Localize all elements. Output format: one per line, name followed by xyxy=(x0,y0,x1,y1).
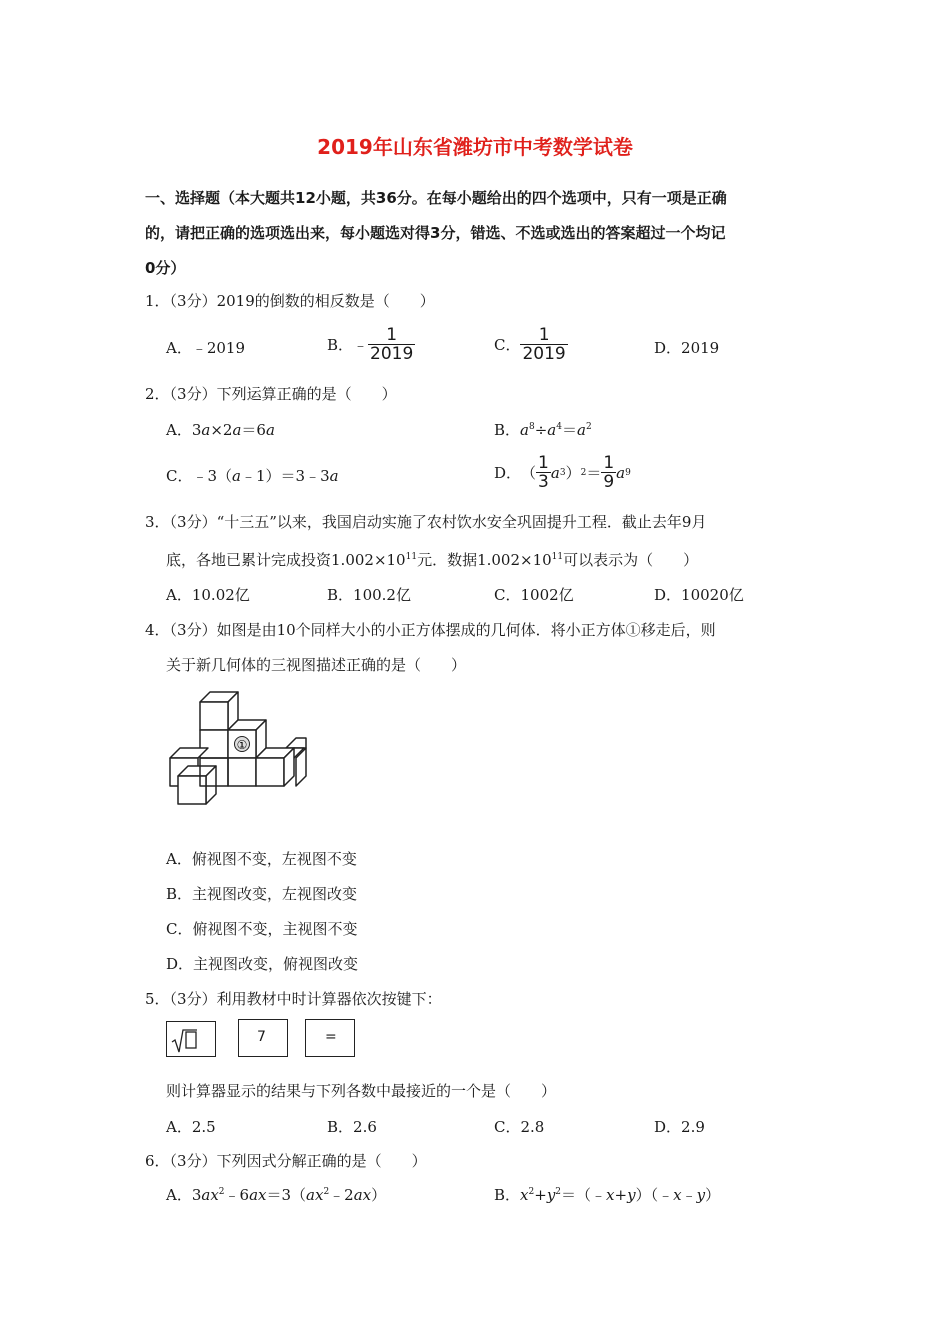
q5-option-c: C．2.8 xyxy=(494,1118,545,1136)
sqrt-icon xyxy=(167,1022,215,1056)
calculator-equals-key-label: = xyxy=(325,1029,337,1045)
q5-stem: 5．（3分）利用教材中时计算器依次按键下： xyxy=(145,990,442,1008)
q6-option-a xyxy=(166,1186,386,1204)
q1-option-b-numerator: 1 xyxy=(386,325,398,345)
cube-front-face xyxy=(228,758,256,786)
q1-option-c-numerator: 1 xyxy=(538,325,550,345)
q3-option-b: B．100.2亿 xyxy=(327,586,411,604)
q6-option-b xyxy=(494,1186,720,1204)
q1-option-a: A．﹣2019 xyxy=(166,339,246,357)
q2-option-d-label: D． xyxy=(494,463,522,482)
q1-option-c-fraction xyxy=(520,326,567,363)
q5-option-a: A．2.5 xyxy=(166,1118,216,1136)
calculator-seven-key xyxy=(238,1019,288,1057)
q2-option-a xyxy=(166,421,275,439)
calculator-sqrt-key xyxy=(166,1021,216,1057)
q3-option-c: C．1002亿 xyxy=(494,586,574,604)
q4-option-b: B．主视图改变，左视图改变 xyxy=(166,885,358,903)
q5-option-d: D．2.9 xyxy=(654,1118,705,1136)
section-header-line1: 一、选择题（本大题共12小题，共36分。在每小题给出的四个选项中，只有一项是正确 xyxy=(145,189,727,207)
q4-option-a: A．俯视图不变，左视图不变 xyxy=(166,850,357,868)
cube-front-face xyxy=(256,758,284,786)
page-title: 2019年山东省潍坊市中考数学试卷 xyxy=(317,135,633,159)
cube-stack-figure xyxy=(160,688,320,816)
q1-option-c-denominator: 2019 xyxy=(522,344,566,364)
cube-front-face xyxy=(200,702,228,730)
q3-stem-line2 xyxy=(166,551,698,569)
q1-option-b-denominator: 2019 xyxy=(370,344,414,364)
cube-front-face xyxy=(200,730,228,758)
calculator-equals-key xyxy=(305,1019,355,1057)
q2-option-a-render: 3a×2a＝6a xyxy=(191,421,275,439)
q3-stem-line1: 3．（3分）“十三五”以来，我国启动实施了农村饮水安全巩固提升工程．截止去年9月 xyxy=(145,513,707,531)
q2-option-d xyxy=(494,454,631,491)
q6-option-b-render: $x^2+y^2=(﹣x+y)(﹣x﹣y)$ xyxy=(520,1186,721,1204)
q4-option-d: D．主视图改变，俯视图改变 xyxy=(166,955,359,973)
q2-option-b-label: B． xyxy=(494,421,521,439)
q1-option-b-sign: ﹣ xyxy=(353,335,369,354)
q2-option-c-render: ﹣3（a﹣1）＝3﹣3a xyxy=(192,467,339,485)
q3-stem-line2-render: 底，各地已累计完成投资$1.002\times 10^{11}$元．数据$1.002\times 10^{11}$可以表示为（ ） xyxy=(166,551,699,569)
q1-option-b xyxy=(327,326,415,363)
q2-option-c xyxy=(166,467,339,485)
q6-option-b-label: B． xyxy=(494,1186,521,1204)
q4-option-c: C．俯视图不变，主视图不变 xyxy=(166,920,358,938)
q6-stem: 6．（3分）下列因式分解正确的是（ ） xyxy=(145,1152,427,1170)
q1-option-b-label: B． xyxy=(327,335,354,354)
q3-option-a: A．10.02亿 xyxy=(166,586,250,604)
cube-front-face xyxy=(178,776,206,804)
q2-option-d-render: （ $\frac{1}{3}$ a 3 ） 2 ＝ $\frac{1}{9}$ a 9 xyxy=(521,453,631,492)
q1-option-c-label: C． xyxy=(494,335,521,354)
q4-stem-line1: 4．（3分）如图是由10个同样大小的小正方体摆成的几何体．将小正方体①移走后，则 xyxy=(145,621,716,639)
q2-option-c-label: C． xyxy=(166,467,193,485)
q6-option-a-label: A． xyxy=(166,1186,192,1204)
section-header-line2: 的，请把正确的选项选出来，每小题选对得3分，错选、不选或选出的答案超过一个均记 xyxy=(145,224,726,242)
q3-option-d: D．10020亿 xyxy=(654,586,744,604)
q1-option-b-fraction xyxy=(368,326,415,363)
cube-mark-label: ① xyxy=(236,738,248,752)
q5-option-b: B．2.6 xyxy=(327,1118,377,1136)
q1-stem: 1．（3分）2019的倒数的相反数是（ ） xyxy=(145,292,435,310)
cube-top-face xyxy=(286,738,306,748)
q4-stem-line2: 关于新几何体的三视图描述正确的是（ ） xyxy=(166,656,467,674)
q5-stem-line2: 则计算器显示的结果与下列各数中最接近的一个是（ ） xyxy=(166,1082,557,1100)
q2-option-b xyxy=(494,421,592,439)
calculator-seven-key-label: 7 xyxy=(257,1029,266,1045)
q1-option-d: D．2019 xyxy=(654,339,720,357)
section-header-line3: 0分） xyxy=(145,259,186,277)
q6-option-a-render: $3ax^2﹣6ax=3(ax^2﹣2ax)$ xyxy=(191,1186,387,1204)
q1-option-c xyxy=(494,326,568,363)
q2-option-a-label: A． xyxy=(166,421,192,439)
q2-stem: 2．（3分）下列运算正确的是（ ） xyxy=(145,385,397,403)
q2-option-b-render: $a^8\div a^4=a^2$ xyxy=(520,421,592,439)
